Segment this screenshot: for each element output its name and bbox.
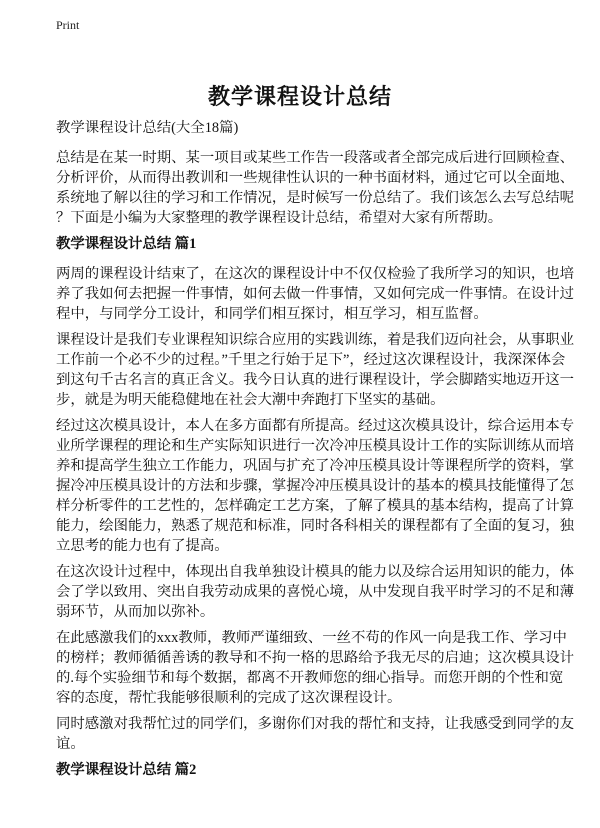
text-line: 的榜样；教师循循善诱的教导和不拘一格的思路给予我无尽的启迪；这次模具设计	[56, 650, 575, 666]
text-line: 养和提高学生独立工作能力，巩固与扩充了冷冲压模具设计等课程所学的资料，掌	[56, 458, 575, 474]
text-line: 弱环节，从而加以弥补。	[56, 604, 215, 620]
body-paragraph	[56, 330, 575, 410]
sections	[56, 234, 575, 780]
text-line: ？下面是小编为大家整理的教学课程设计总结，希望对大家有所帮助。	[56, 210, 503, 226]
document-body	[56, 118, 575, 790]
text-line: 系统地了解以往的学习和工作情况，是时候写一份总结了。我们该怎么去写总结呢	[56, 190, 575, 206]
body-paragraph	[56, 714, 575, 754]
text-line: 的.每个实验细节和每个数据，都离不开教师您的细心指导。而您开朗的个性和宽	[56, 670, 564, 686]
text-line: 总结是在某一时期、某一项目或某些工作告一段落或者全部完成后进行回顾检查、	[56, 150, 575, 166]
document-subtitle: 教学课程设计总结(大全18篇)	[56, 120, 239, 136]
text-line: 容的态度，帮忙我能够很顺利的完成了这次课程设计。	[56, 690, 402, 706]
text-line: 到这句千古名言的真正含义。我今日认真的进行课程设计，学会脚踏实地迈开这一	[56, 372, 575, 388]
text-line: 在此感激我们的xxx教师，教师严谨细致、一丝不苟的作风一向是我工作、学习中	[56, 630, 567, 646]
body-paragraph	[56, 562, 575, 622]
text-line: 分析评价，从而得出教训和一些规律性认识的一种书面材料，通过它可以全面地、	[56, 170, 575, 186]
text-line: 能力，绘图能力，熟悉了规范和标准，同时各科相关的课程都有了全面的复习，独	[56, 518, 575, 534]
text-line: 养了我如何去把握一件事情，如何去做一件事情，又如何完成一件事情。在设计过	[56, 286, 575, 302]
text-line: 同时感激对我帮忙过的同学们，多谢你们对我的帮忙和支持，让我感受到同学的友	[56, 716, 575, 732]
body-paragraph	[56, 264, 575, 324]
text-line: 两周的课程设计结束了，在这次的课程设计中不仅仅检验了我所学习的知识，也培	[56, 266, 575, 282]
page-title: 教学课程设计总结	[207, 84, 392, 109]
print-link[interactable]: Print	[56, 18, 80, 32]
text-line: 业所学课程的理论和生产实际知识进行一次冷冲压模具设计工作的实际训练从而培	[56, 438, 575, 454]
section-heading: 教学课程设计总结 篇2	[56, 762, 197, 778]
text-line: 样分析零件的工艺性的，怎样确定工艺方案，了解了模具的基本结构，提高了计算	[56, 498, 575, 514]
text-line: 在这次设计过程中，体现出自我单独设计模具的能力以及综合运用知识的能力，体	[56, 564, 575, 580]
section-heading: 教学课程设计总结 篇1	[56, 236, 197, 252]
text-line: 步，就是为明天能稳健地在社会大潮中奔跑打下坚实的基础。	[56, 392, 445, 408]
intro-paragraph	[56, 148, 575, 228]
text-line: 经过这次模具设计，本人在多方面都有所提高。经过这次模具设计，综合运用本专	[56, 418, 575, 434]
text-line: 立思考的能力也有了提高。	[56, 538, 229, 554]
text-line: 课程设计是我们专业课程知识综合应用的实践训练，着是我们迈向社会，从事职业	[56, 332, 575, 348]
text-line: 握冷冲压模具设计的方法和步骤，掌握冷冲压模具设计的基本的模具技能懂得了怎	[56, 478, 575, 494]
body-paragraph	[56, 628, 575, 708]
text-line: 谊。	[56, 736, 85, 752]
text-line: 程中，与同学分工设计，和同学们相互探讨，相互学习，相互监督。	[56, 306, 488, 322]
text-line: 会了学以致用、突出自我劳动成果的喜悦心境，从中发现自我平时学习的不足和薄	[56, 584, 575, 600]
body-paragraph	[56, 416, 575, 556]
text-line: 工作前一个必不少的过程。”千里之行始于足下”，经过这次课程设计，我深深体会	[56, 352, 566, 368]
